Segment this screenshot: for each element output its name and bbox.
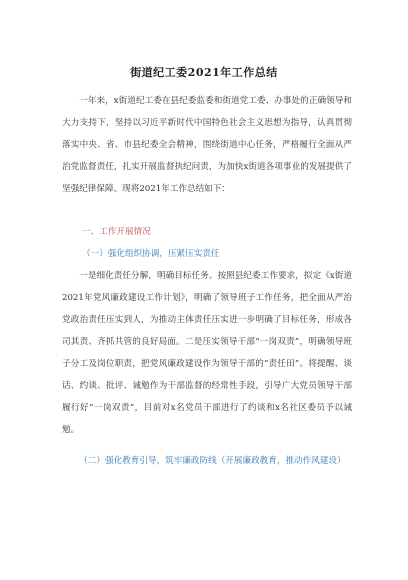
section-heading-1: 一、工作开展情况 bbox=[82, 227, 151, 237]
document-title: 街道纪工委2021年工作总结 bbox=[130, 66, 278, 79]
intro-paragraph: 一年来，x街道纪工委在县纪委监委和街道党工委、办事处的正确领导和大力支持下，坚持以习近平新时代中国特色社会主义思想为指导，认真贯彻落实中央、省、市县纪委全会精神，围绕街道中心任务，严格履行全面从严治党监督责任，扎实开展监督执纪问责，为加快x街道各项事业的发展提供了坚强纪律保障。现将2021年工作总结如下： bbox=[62, 96, 352, 194]
subsection-heading-2: （二）强化教育引导，筑牢廉政防线（开展廉政教育，推动作风建设） bbox=[79, 456, 346, 466]
subsection-heading-1: （一）强化组织协调，压紧压实责任 bbox=[82, 249, 220, 259]
subsection-1-paragraph: 一是细化责任分解，明确目标任务。按照县纪委工作要求，拟定《x街道2021年党风廉政建设工作计划》，明确了领导班子工作任务，把全面从严治党政治责任压实到人，为推动主体责任压实进一步明确了目标任务，形成各司其责、齐抓共管的良好局面。二是压实领导干部“一岗双责”，明确领导班子分工及岗位职责，把党风廉政建设作为领导干部的“责任田”。将提醒、谈话、约谈、批评、诫勉作为干部监督的经常性手段，引导广大党员领导干部履行好“一岗双责”，目前对x名党员干部进行了约谈和x名社区委员予以诫勉。 bbox=[62, 271, 352, 435]
